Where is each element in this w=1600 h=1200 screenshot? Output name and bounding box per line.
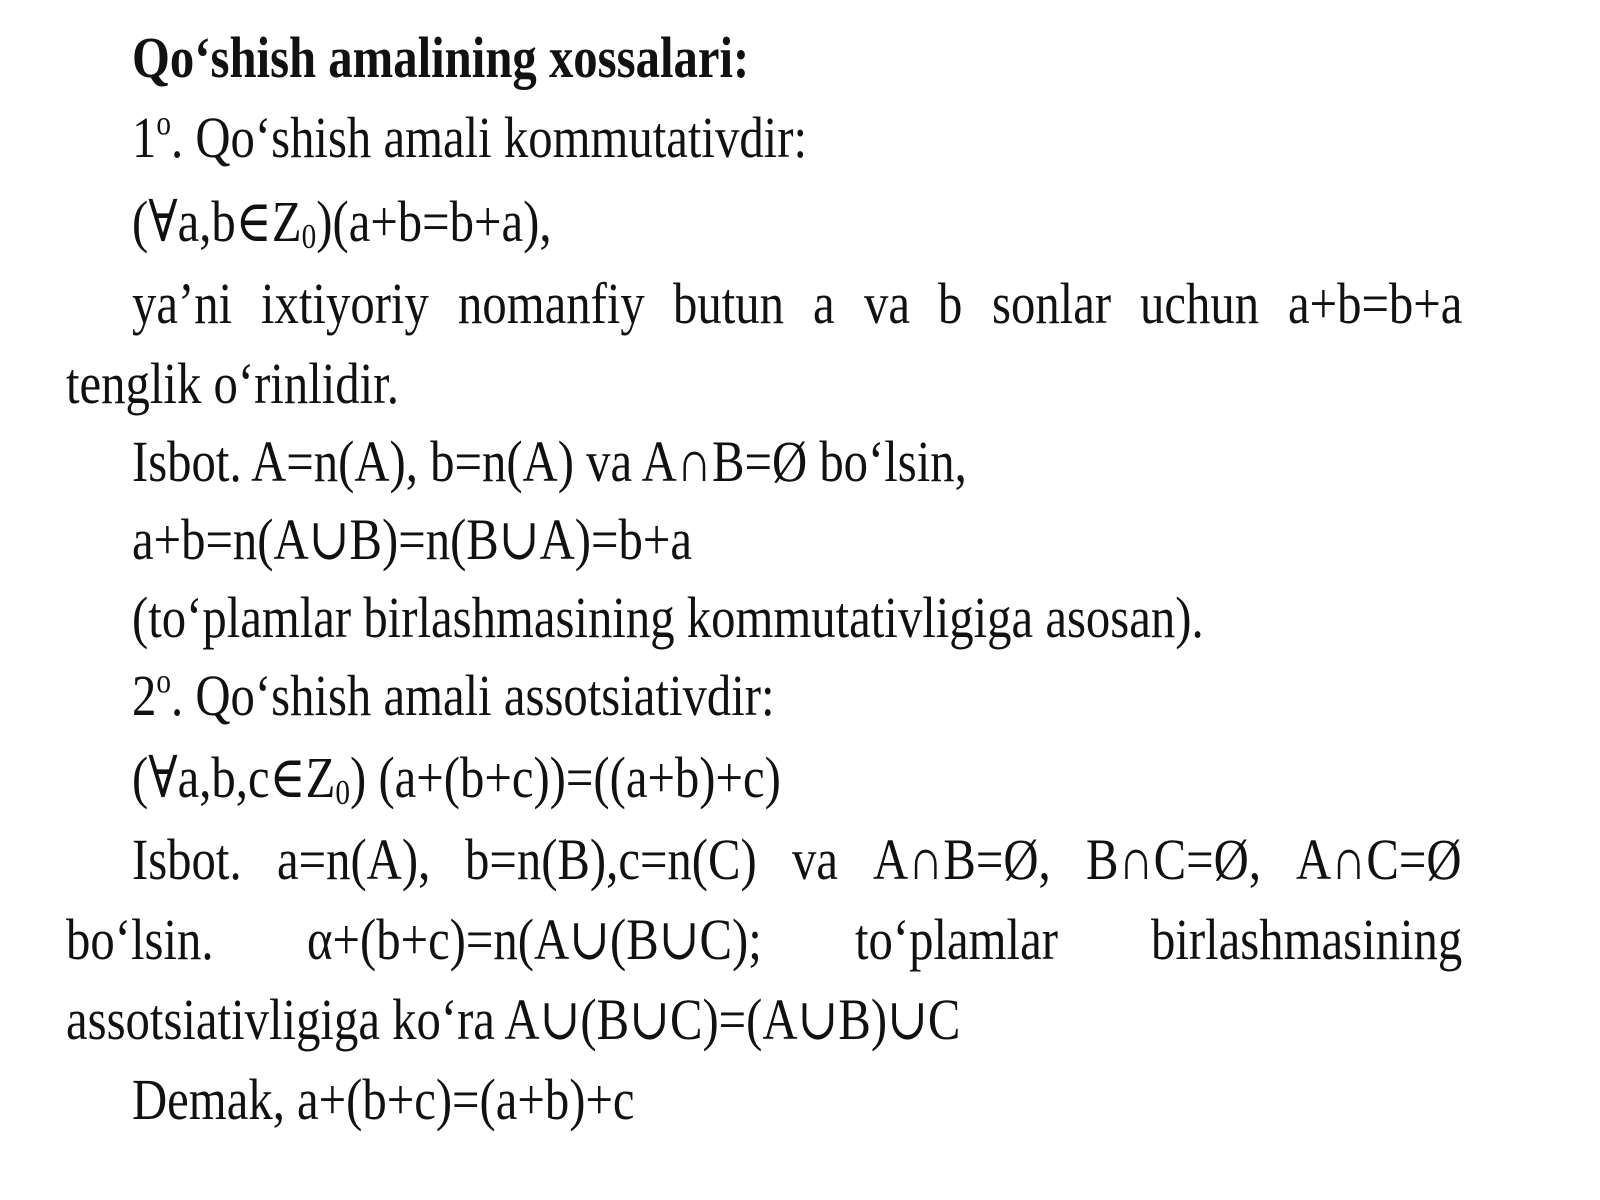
proof-2b-word: bo‘lsin.	[66, 907, 214, 972]
proof-2b-word: birlashmasining	[1150, 907, 1463, 972]
property-2-proof-line-1	[132, 826, 1462, 894]
property-2-proof-line-3: assotsiativligiga ko‘ra A∪(B∪C)=(A∪B)∪C	[66, 987, 961, 1052]
property-1-number: 1	[132, 105, 157, 170]
proof-2a-word: a=n(A),	[276, 827, 431, 892]
property-2-proof-line-2	[66, 906, 1462, 974]
proof-2a-word: B∩C=Ø,	[1086, 827, 1262, 892]
formula-2-pre: (∀a,b,c∈Z	[132, 745, 336, 810]
proof-2a-word: va	[792, 827, 839, 892]
property-1-heading-text: . Qo‘shish amali kommutativdir:	[170, 105, 807, 170]
explain-1-word: b	[938, 271, 963, 336]
property-1-degree: o	[156, 103, 171, 143]
formula-1-pre: (∀a,b∈Z	[132, 189, 302, 254]
property-1-proof-line-3: (to‘plamlar birlashmasining kommutativligiga asosan).	[132, 585, 1204, 650]
section-title: Qo‘shish amalining xossalari:	[132, 25, 750, 90]
property-1-proof-line-1: Isbot. A=n(A), b=n(A) va A∩B=Ø bo‘lsin,	[132, 429, 967, 494]
property-1-proof-line-2: a+b=n(A∪B)=n(B∪A)=b+a	[132, 507, 692, 572]
explain-1-word: uchun	[1139, 271, 1259, 336]
formula-2-sub: 0	[335, 772, 351, 812]
property-2-heading-text: . Qo‘shish amali assotsiativdir:	[170, 663, 775, 728]
explain-1-word: ixtiyoriy	[260, 271, 429, 336]
proof-2a-word: A∩C=Ø	[1296, 827, 1462, 892]
proof-2a-word: Isbot.	[132, 827, 242, 892]
proof-2a-word: b=n(B),c=n(C)	[465, 827, 757, 892]
formula-1-post: )(a+b=b+a),	[316, 189, 552, 254]
proof-2a-word: A∩B=Ø,	[873, 827, 1052, 892]
property-1-explain-line-2: tenglik o‘rinlidir.	[66, 351, 399, 416]
explain-1-word: va	[863, 271, 910, 336]
property-1-heading	[132, 104, 807, 172]
proof-2b-word: to‘plamlar	[854, 907, 1058, 972]
property-2-heading	[132, 662, 775, 730]
explain-1-word: a	[813, 271, 835, 336]
property-2-formula	[132, 744, 781, 812]
formula-2-post: ) (a+(b+c))=((a+b)+c)	[350, 745, 781, 810]
property-1-formula	[132, 188, 552, 256]
explain-1-word: nomanfiy	[457, 271, 645, 336]
property-2-number: 2	[132, 663, 157, 728]
property-1-explain-line-1	[132, 270, 1462, 338]
property-2-degree: o	[156, 661, 171, 701]
proof-2b-word: α+(b+c)=n(A∪(B∪C);	[306, 907, 762, 972]
explain-1-word: sonlar	[991, 271, 1111, 336]
explain-1-word: a+b=b+a	[1287, 271, 1462, 336]
explain-1-word: ya’ni	[132, 271, 233, 336]
formula-1-sub: 0	[301, 216, 317, 256]
explain-1-word: butun	[673, 271, 785, 336]
property-2-conclusion: Demak, a+(b+c)=(a+b)+c	[132, 1067, 635, 1132]
